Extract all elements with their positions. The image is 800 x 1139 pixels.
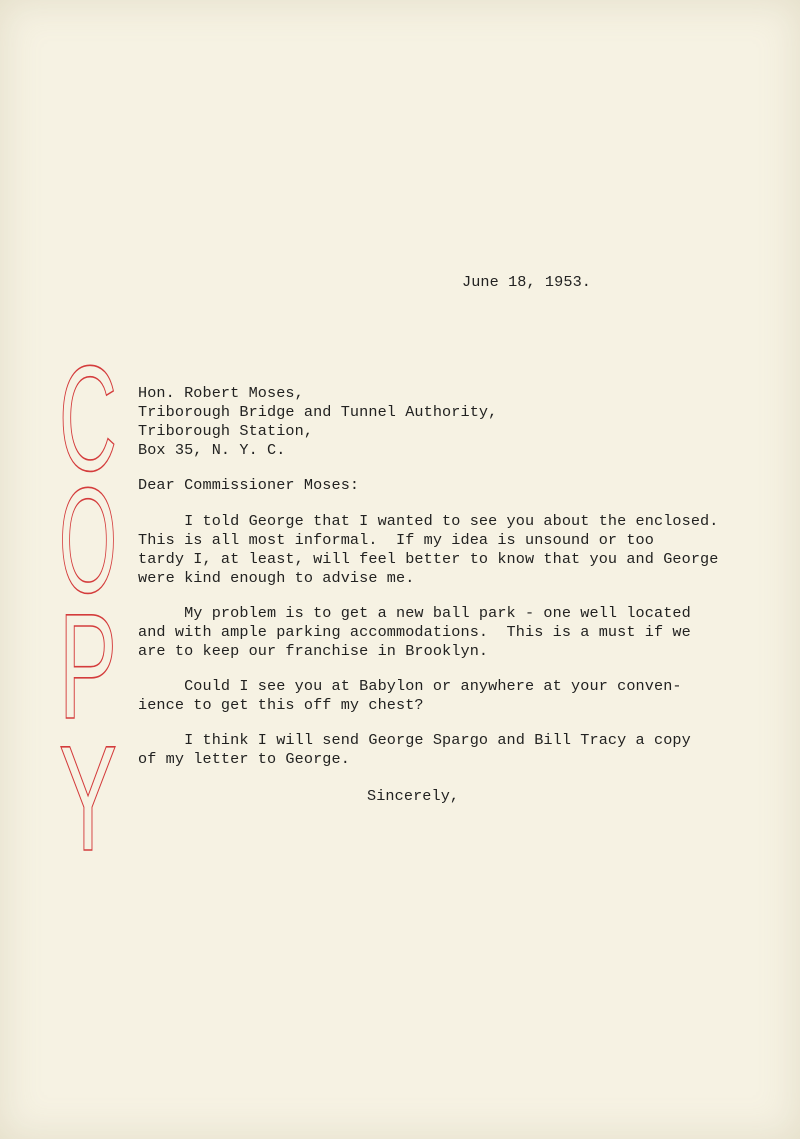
body-line: Could I see you at Babylon or anywhere at your conven- (138, 677, 682, 695)
body-line: My problem is to get a new ball park - one well located (138, 604, 691, 622)
stamp-letter-y: Y (59, 714, 117, 882)
address-line: Box 35, N. Y. C. (138, 441, 286, 459)
closing: Sincerely, (367, 787, 460, 805)
copy-stamp-graphic (52, 334, 124, 882)
stamp-letter-p: P (59, 582, 117, 750)
body-line: are to keep our franchise in Brooklyn. (138, 642, 489, 660)
body-line: I told George that I wanted to see you about the enclosed. (138, 512, 719, 530)
address-line: Hon. Robert Moses, (138, 384, 304, 402)
letter-date: June 18, 1953. (462, 273, 591, 291)
body-line: were kind enough to advise me. (138, 569, 415, 587)
stamp-letter-o: O (59, 456, 117, 624)
body-line: of my letter to George. (138, 750, 350, 768)
address-line: Triborough Station, (138, 422, 314, 440)
body-line: I think I will send George Spargo and Bill Tracy a copy (138, 731, 691, 749)
body-line: ience to get this off my chest? (138, 696, 424, 714)
body-line: and with ample parking accommodations. This is a must if we (138, 623, 691, 641)
salutation: Dear Commissioner Moses: (138, 476, 360, 494)
body-line: tardy I, at least, will feel better to know that you and George (138, 550, 719, 568)
address-line: Triborough Bridge and Tunnel Authority, (138, 403, 498, 421)
stamp-letter-c: C (59, 334, 117, 502)
body-line: This is all most informal. If my idea is unsound or too (138, 531, 654, 549)
copy-stamp (52, 334, 124, 882)
